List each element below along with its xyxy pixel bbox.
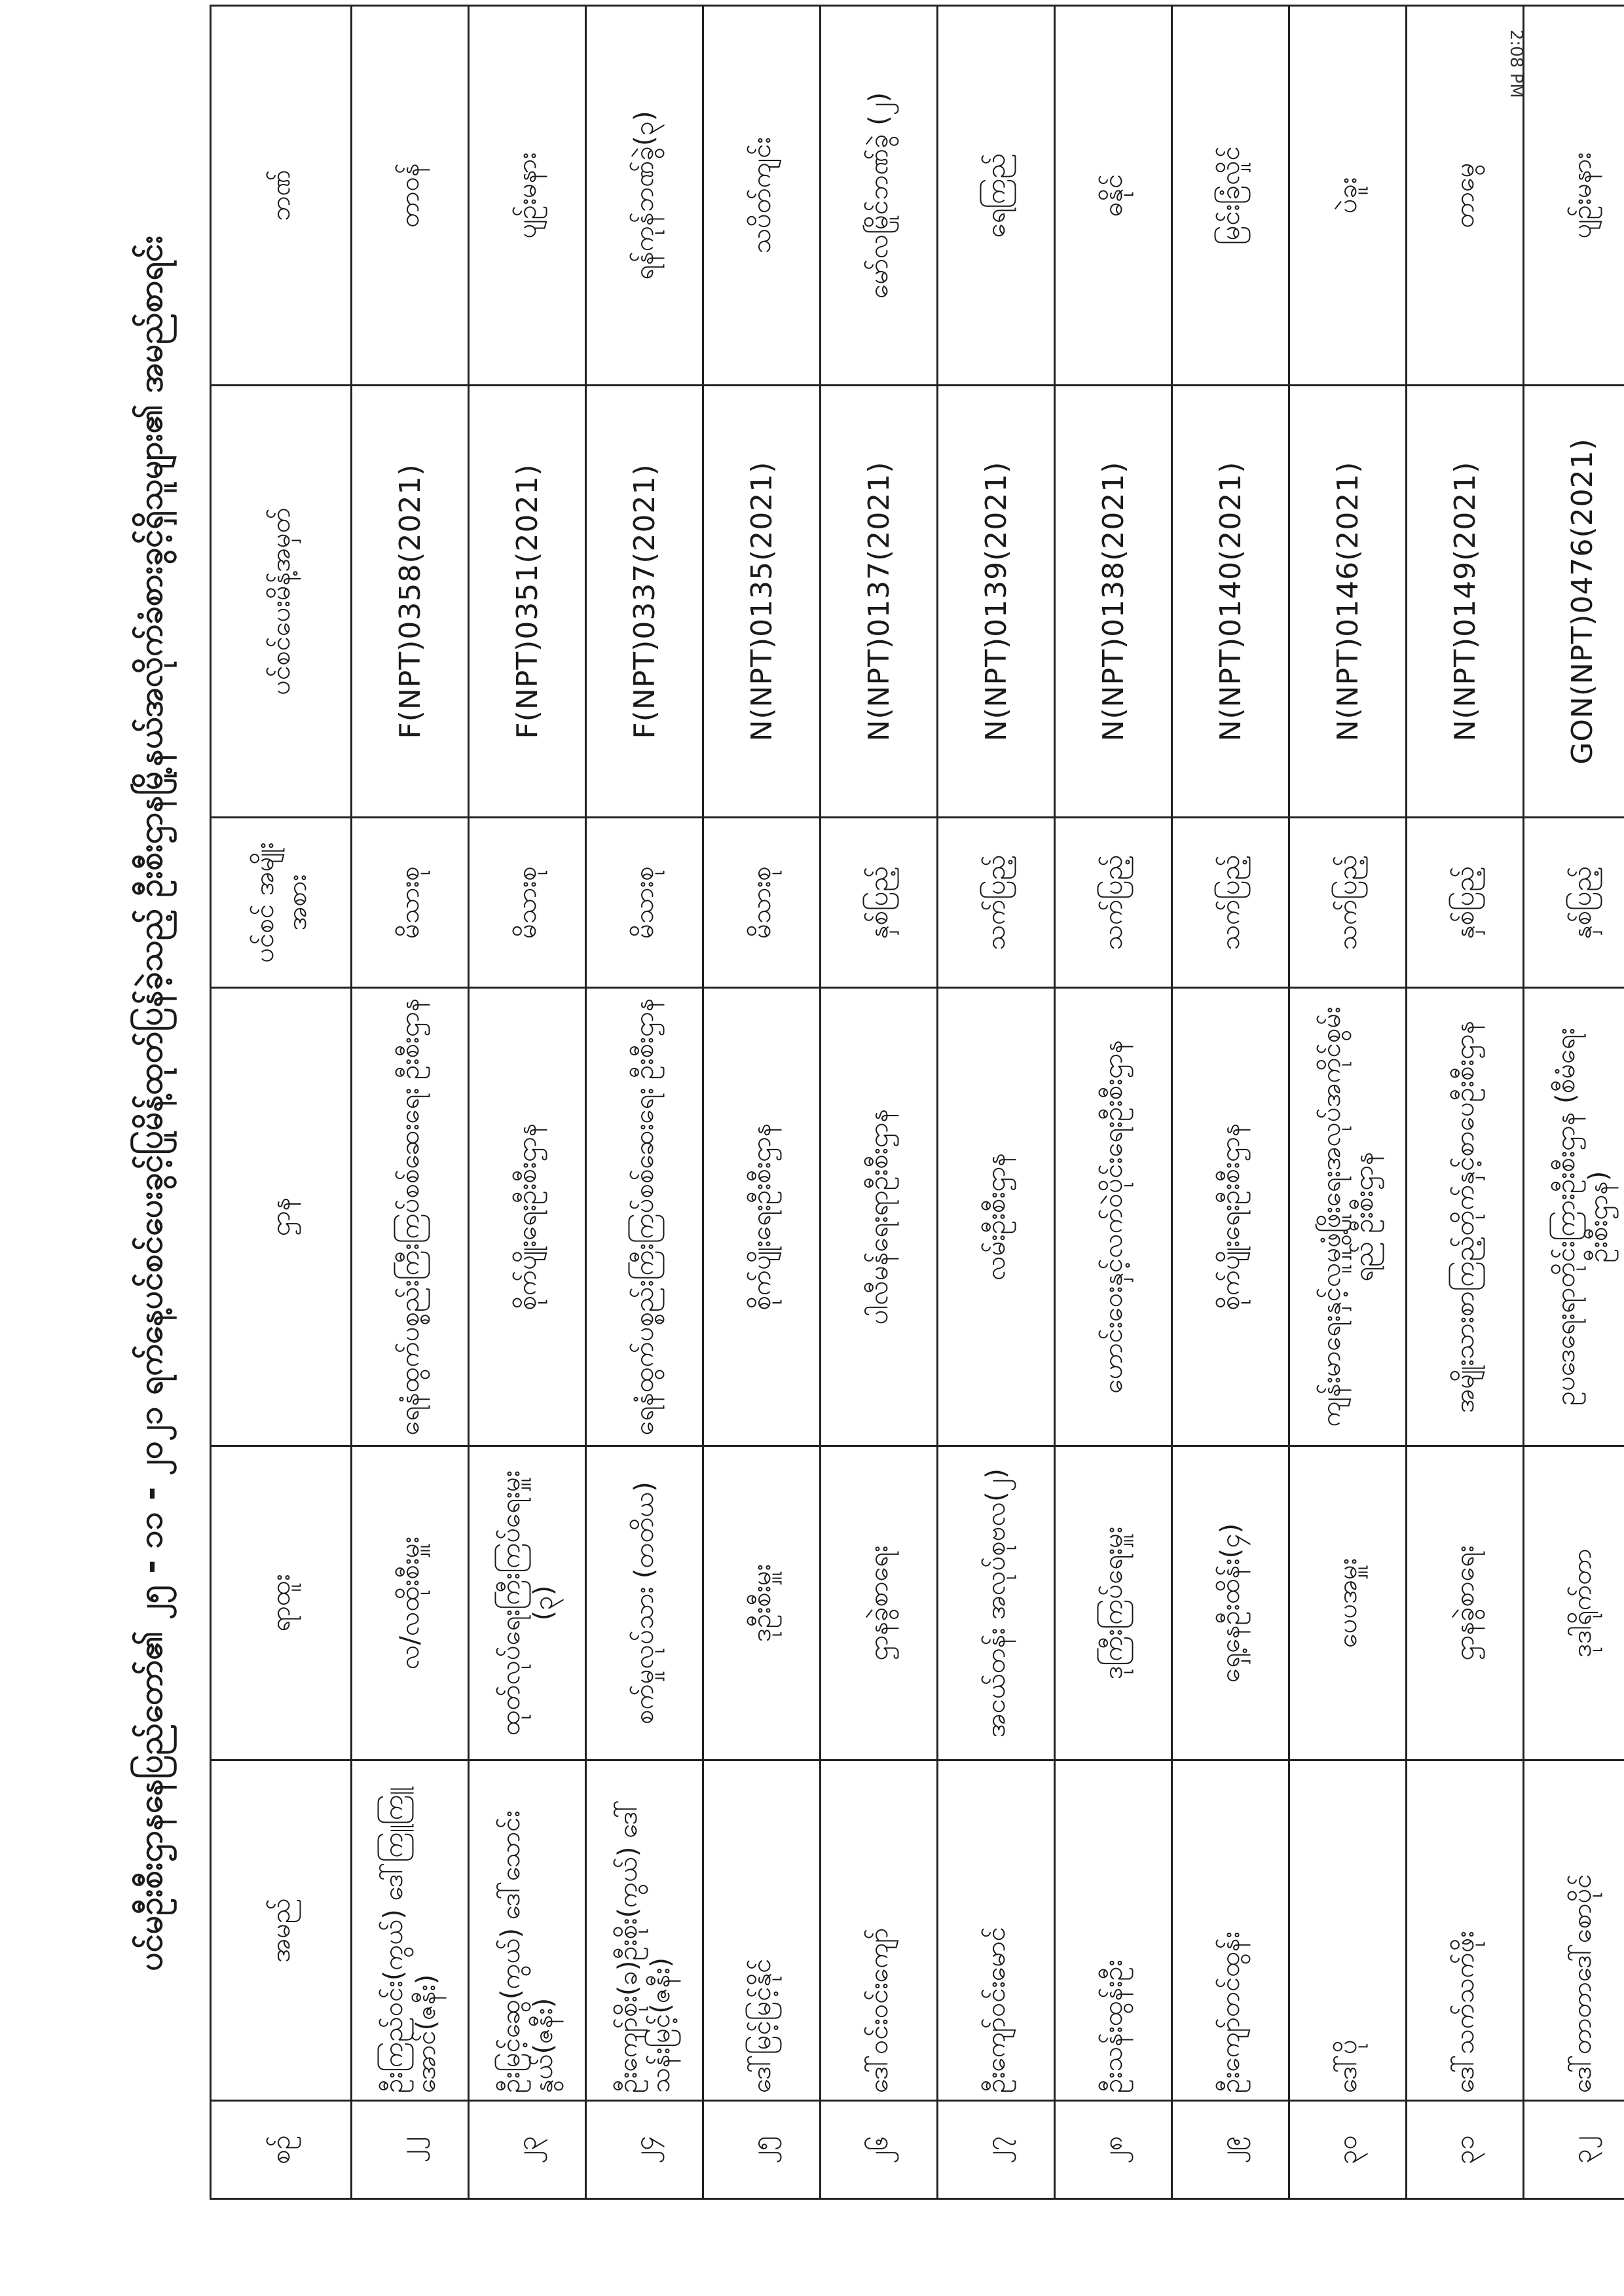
header-name: အမည် [211, 1760, 352, 2101]
cell-department: လမ်းဦးစီးဌာန [938, 988, 1055, 1446]
cell-bank: ပျဉ်းမနား [469, 6, 586, 386]
print-timestamp: 2:08 PM [1506, 29, 1526, 98]
cell-pension-type: သက်ပြည့် [1055, 818, 1172, 988]
cell-bank: မော်လမြိုင်ဘဏ်ခွဲ (၂) [821, 6, 938, 386]
table-header-row [211, 6, 352, 2199]
cell-rank: ထုတ်လုပ်ရေးကြီးကြပ်ရေးမှူး (၃) [469, 1446, 586, 1760]
header-pension-order: ပင်စင်ပေးမိန့်အမှတ် [211, 386, 352, 818]
cell-department: ကျန်းမာရေးနှင့်လူမှုဖွံ့ဖြိုးရေးအလုပ်အကိုင်စွမ်းရည် ဦးစီးဌာန [1289, 988, 1407, 1446]
cell-department: ဟောင်းဝေးနှင့်လက်ဝဲပိုင်းရေးဦးစီးဌာန [1055, 988, 1172, 1446]
table-row [703, 6, 821, 2199]
cell-no: ၃၀ [1289, 2101, 1407, 2199]
cell-pension-type: နှစ်ပြည့် [1524, 818, 1624, 988]
table-row [1407, 6, 1524, 2199]
cell-pension-type: သက်ပြည့် [1289, 818, 1407, 988]
header-department: ဌာန [211, 988, 352, 1446]
table-row [469, 6, 586, 2199]
rotated-page [105, 7, 1614, 2200]
cell-department: ဥပဒေရေးရာတိုင်းကြားဦးစီးဌာန (စီမံရေးဦးစီးဌာန) [1524, 988, 1624, 1446]
cell-rank: ဒုဦးစီးမှူး [703, 1446, 821, 1760]
cell-rank: ဒုကြီးကြပ်ရေးမှူး [1055, 1446, 1172, 1760]
table-row [1172, 6, 1289, 2199]
cell-name: ဦးကျော်တင်ထွန်း [1172, 1760, 1289, 2101]
cell-department: ရေနံထွက်ပစ္စည်းကြီးကြပ်စစ်ဆေးရေး ဦးစီးဌာန [352, 988, 469, 1446]
cell-pension-order: F(NPT)0358(2021) [352, 386, 469, 818]
document-title: ပင်မဦးစီးဌာနနေပြည်တော်၏ ၂၅ - ၁၁ - ၂၀၂၁ ရက်နေ့ပင်စင်ပေးခွင့်ပြုမိန့်ထုတ်ပြန်ခဲ့သည့် ဦးစီးဌာနမြို့နယ်အလိုက်ခံစားခွင့်ရှိသူများ၏ အမည်စာရင်း [131, 235, 170, 1971]
cell-department: ပါလီမန်ရေးရာဦးစီးဌာန [821, 988, 938, 1446]
cell-pension-order: N(NPT)0146(2021) [1289, 386, 1407, 818]
cell-pension-order: GON(NPT)0476(2021) [1524, 386, 1624, 818]
cell-pension-type: မိသားစု [469, 818, 586, 988]
cell-name: ဦးကျော်စိုး(ခ)ဦးစိုး(ကွယ်) ဒေါ်သန်းမြင့်(ဇနီး) [586, 1760, 703, 2101]
cell-pension-type: သက်ပြည့် [938, 818, 1055, 988]
cell-rank: ဌာနခွဲစာရေး [1407, 1446, 1524, 1760]
cell-department: စိုက်ပျိုးရေးဦးစီးဌာန [703, 988, 821, 1446]
cell-name: ဒေါ်တာတာဒေါ်စောပိုင် [1524, 1760, 1624, 2101]
cell-no: ၂၅ [703, 2101, 821, 2199]
cell-rank: ရှေ့နေဦးထိန်း(၄) [1172, 1446, 1289, 1760]
cell-pension-order: N(NPT)0140(2021) [1172, 386, 1289, 818]
cell-rank: ဌာနခွဲစာရေး [821, 1446, 938, 1760]
table-row [1524, 6, 1624, 2199]
cell-bank: ပဲခူး [1289, 6, 1407, 386]
cell-bank: ပျဉ်းမနား [1524, 6, 1624, 386]
cell-name: ဒေါ်ပို [1289, 1760, 1407, 2101]
cell-pension-order: N(NPT)0149(2021) [1407, 386, 1524, 818]
cell-no: ၂၄ [586, 2101, 703, 2199]
cell-department: စိုက်ပျိုးရေးဦးစီးဌာန [469, 988, 586, 1446]
cell-name: ဦးသန်းထွန်းဦး [1055, 1760, 1172, 2101]
cell-department: ရေနံထွက်ပစ္စည်းကြီးကြပ်စစ်ဆေးရေး ဦးစီးဌာန [586, 988, 703, 1446]
cell-bank: တာမွေ [1407, 6, 1524, 386]
cell-name: ဒေါ်မြင့်မြင့်နိုင် [703, 1760, 821, 2101]
cell-pension-type: မိသားစု [703, 818, 821, 988]
cell-no: ၂၆ [821, 2101, 938, 2199]
table-row [821, 6, 938, 2199]
header-bank: ဘဏ် [211, 6, 352, 386]
cell-no: ၂၉ [1172, 2101, 1289, 2199]
cell-name: ဦးကြည်ဝင်း(ကွယ်) ဒေါ်ကြူကြူအောင်(ဇနီး) [352, 1760, 469, 2101]
table-row [938, 6, 1055, 2199]
header-no: စဉ် [211, 2101, 352, 2199]
cell-no: ၂၈ [1055, 2101, 1172, 2199]
cell-pension-type: နှစ်ပြည့် [821, 818, 938, 988]
cell-bank: တာဝန် [352, 6, 469, 386]
cell-bank: ရေကြည် [938, 6, 1055, 386]
cell-pension-type: နှစ်ပြည့် [1407, 818, 1524, 988]
cell-no: ၃၂ [1524, 2101, 1624, 2199]
cell-pension-order: N(NPT)0139(2021) [938, 386, 1055, 818]
table-row [1055, 6, 1172, 2199]
cell-name: ဦးမြင့်ဆွေ(ကွယ်) ဒေါ်သောင်းနွယ်(ဇနီး) [469, 1760, 586, 2101]
cell-name: ဦးကျော်ဝင်းမောင် [938, 1760, 1055, 2101]
header-rank: ရာထူး [211, 1446, 352, 1760]
cell-pension-order: N(NPT)0137(2021) [821, 386, 938, 818]
table-row [1289, 6, 1407, 2199]
cell-pension-type: မိသားစု [352, 818, 469, 988]
cell-pension-order: N(NPT)0138(2021) [1055, 386, 1172, 818]
table-row [586, 6, 703, 2199]
cell-no: ၂၃ [469, 2101, 586, 2199]
pension-register-table [210, 5, 1624, 2200]
cell-bank: ဓနိုင် [1055, 6, 1172, 386]
cell-pension-order: F(NPT)0337(2021) [586, 386, 703, 818]
cell-rank: ဒုဒါရိုက်တာ [1524, 1446, 1624, 1760]
cell-bank: သပိတ်ကျင်း [703, 6, 821, 386]
cell-rank: စက်မှုလုပ်သား (တတိယ) [586, 1446, 703, 1760]
cell-bank: မြင်းခြံလှိုင် [1172, 6, 1289, 386]
cell-name: ဒေါ်သက်သက်ဖိုး [1407, 1760, 1524, 2101]
cell-department: အမျိုးသားစာကြည့်တိုက်နှင့်စာပေဦးစီးဌာန [1407, 988, 1524, 1446]
cell-name: ဒေါ်ဝင်းဝင်းကျော် [821, 1760, 938, 2101]
cell-no: ၃၁ [1407, 2101, 1524, 2199]
cell-department: စိုက်ပျိုးရေးဦးစီးဌာန [1172, 988, 1289, 1446]
cell-no: ၂၂ [352, 2101, 469, 2199]
table-row [352, 6, 469, 2199]
cell-pension-type: မိသားစု [586, 818, 703, 988]
cell-rank: အငယ်တန်း အလုပ်စုဗလ(၂) [938, 1446, 1055, 1760]
cell-rank: ပေပအမှူး [1289, 1446, 1407, 1760]
header-pension-type: ပင်စင် အမျိုးအစား [211, 818, 352, 988]
cell-rank: လ/လထိုးစီးမှူး [352, 1446, 469, 1760]
cell-bank: ရန်ကုန်ဘဏ်ခွဲ(၃) [586, 6, 703, 386]
cell-no: ၂၇ [938, 2101, 1055, 2199]
cell-pension-type: သက်ပြည့် [1172, 818, 1289, 988]
cell-pension-order: N(NPT)0135(2021) [703, 386, 821, 818]
cell-pension-order: F(NPT)0351(2021) [469, 386, 586, 818]
